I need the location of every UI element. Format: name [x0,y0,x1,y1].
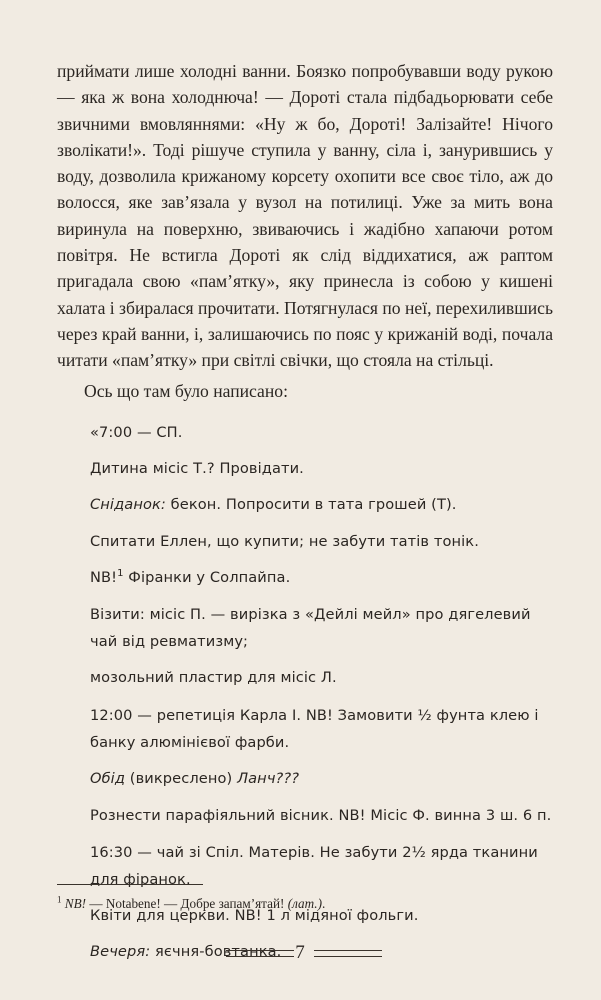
memo-line [90,492,553,518]
memo-line: «7:00 — СП. [90,423,183,441]
footnote-text: — Notabene! — Добре запам’ятай! [86,896,288,911]
memo-line: Дитина місіс Т.? Провідати. [90,460,304,478]
paragraph: приймати лише холодні ванни. Боязко попробувавши воду рукою — яка ж вона холоднюча! — Дороті стала підбадьорювати себе звичними вмовляннями: «Ну ж бо, Дороті! Залізайте! Нічого зволікати!». Тоді рішуче ступила у ванну, сіла і, занурившись у воду, дозволила крижаному корсету охопити все своє тіло, аж до волосся, яке зав’язала у вузол на потилиці. Уже за мить вона виринула на поверхню, звиваючись і жадібно хапаючи ротом повітря. Не встигла Дороті як слід віддихатися, аж раптом пригадала свою «пам’ятку», яку принесла із собою у кишені халата і збиралася прочитати. Потягнулася по неї, перехилившись через край ванни, і, залишаючись по пояс у крижаній воді, почала читати «пам’ятку» при світлі свічки, що стояла на стільці. [57,61,553,371]
ornament-right [314,950,382,957]
memo-line: мозольний пластир для місіс Л. [90,669,337,687]
page-number: 7 [295,942,305,963]
memo-line: Візити: місіс П. — вирізка з «Дейлі мейл» про дягелевий чай від ревматизму; [90,606,531,651]
memo-label: Ланч??? [237,769,300,787]
memo-line: 12:00 — репетиція Карла І. NB! Замовити ½ фунта клею і банку алюмінієвої фарби. [90,706,539,751]
footnote-marker: 1 [57,894,62,905]
memo-text: яєчня-бовтанка. [150,943,282,961]
memo-line: Рознести парафіяльний вісник. NB! Місіс Ф. винна 3 ш. 6 п. [90,806,552,824]
memo-line: 16:30 — чай зі Спіл. Матерів. Не забути 2½ ярда тканини для фіранок. [90,843,538,888]
memo-text: бекон. Попросити в тата грошей (Т). [165,496,457,514]
memo-text: (викреслено) [125,769,238,787]
footnote-end: . [321,896,326,911]
memo-text: Фіранки у Солпайпа. [123,569,291,587]
footnote-divider [57,884,203,885]
footnote-ref[interactable]: 1 [117,568,124,580]
memo-line [90,766,553,792]
main-text [57,58,553,976]
memo-label: Сніданок: [90,496,166,514]
memo-label: Вечеря: [90,943,151,961]
memo-label: Обід [90,769,126,787]
footnote-lang: (лат.) [287,896,322,911]
footnote [57,895,553,913]
memo-line: Спитати Еллен, що купити; не забути татів тонік. [90,532,479,550]
paragraph: Ось що там було написано: [84,380,288,401]
page-footer [0,938,601,968]
nb-mark: NB! [90,569,118,587]
memo-line [90,565,553,591]
memo-line: Квіти для церкви. NB! 1 л мідяної фольги. [90,906,419,924]
footnote-nb: NB! [64,896,87,911]
